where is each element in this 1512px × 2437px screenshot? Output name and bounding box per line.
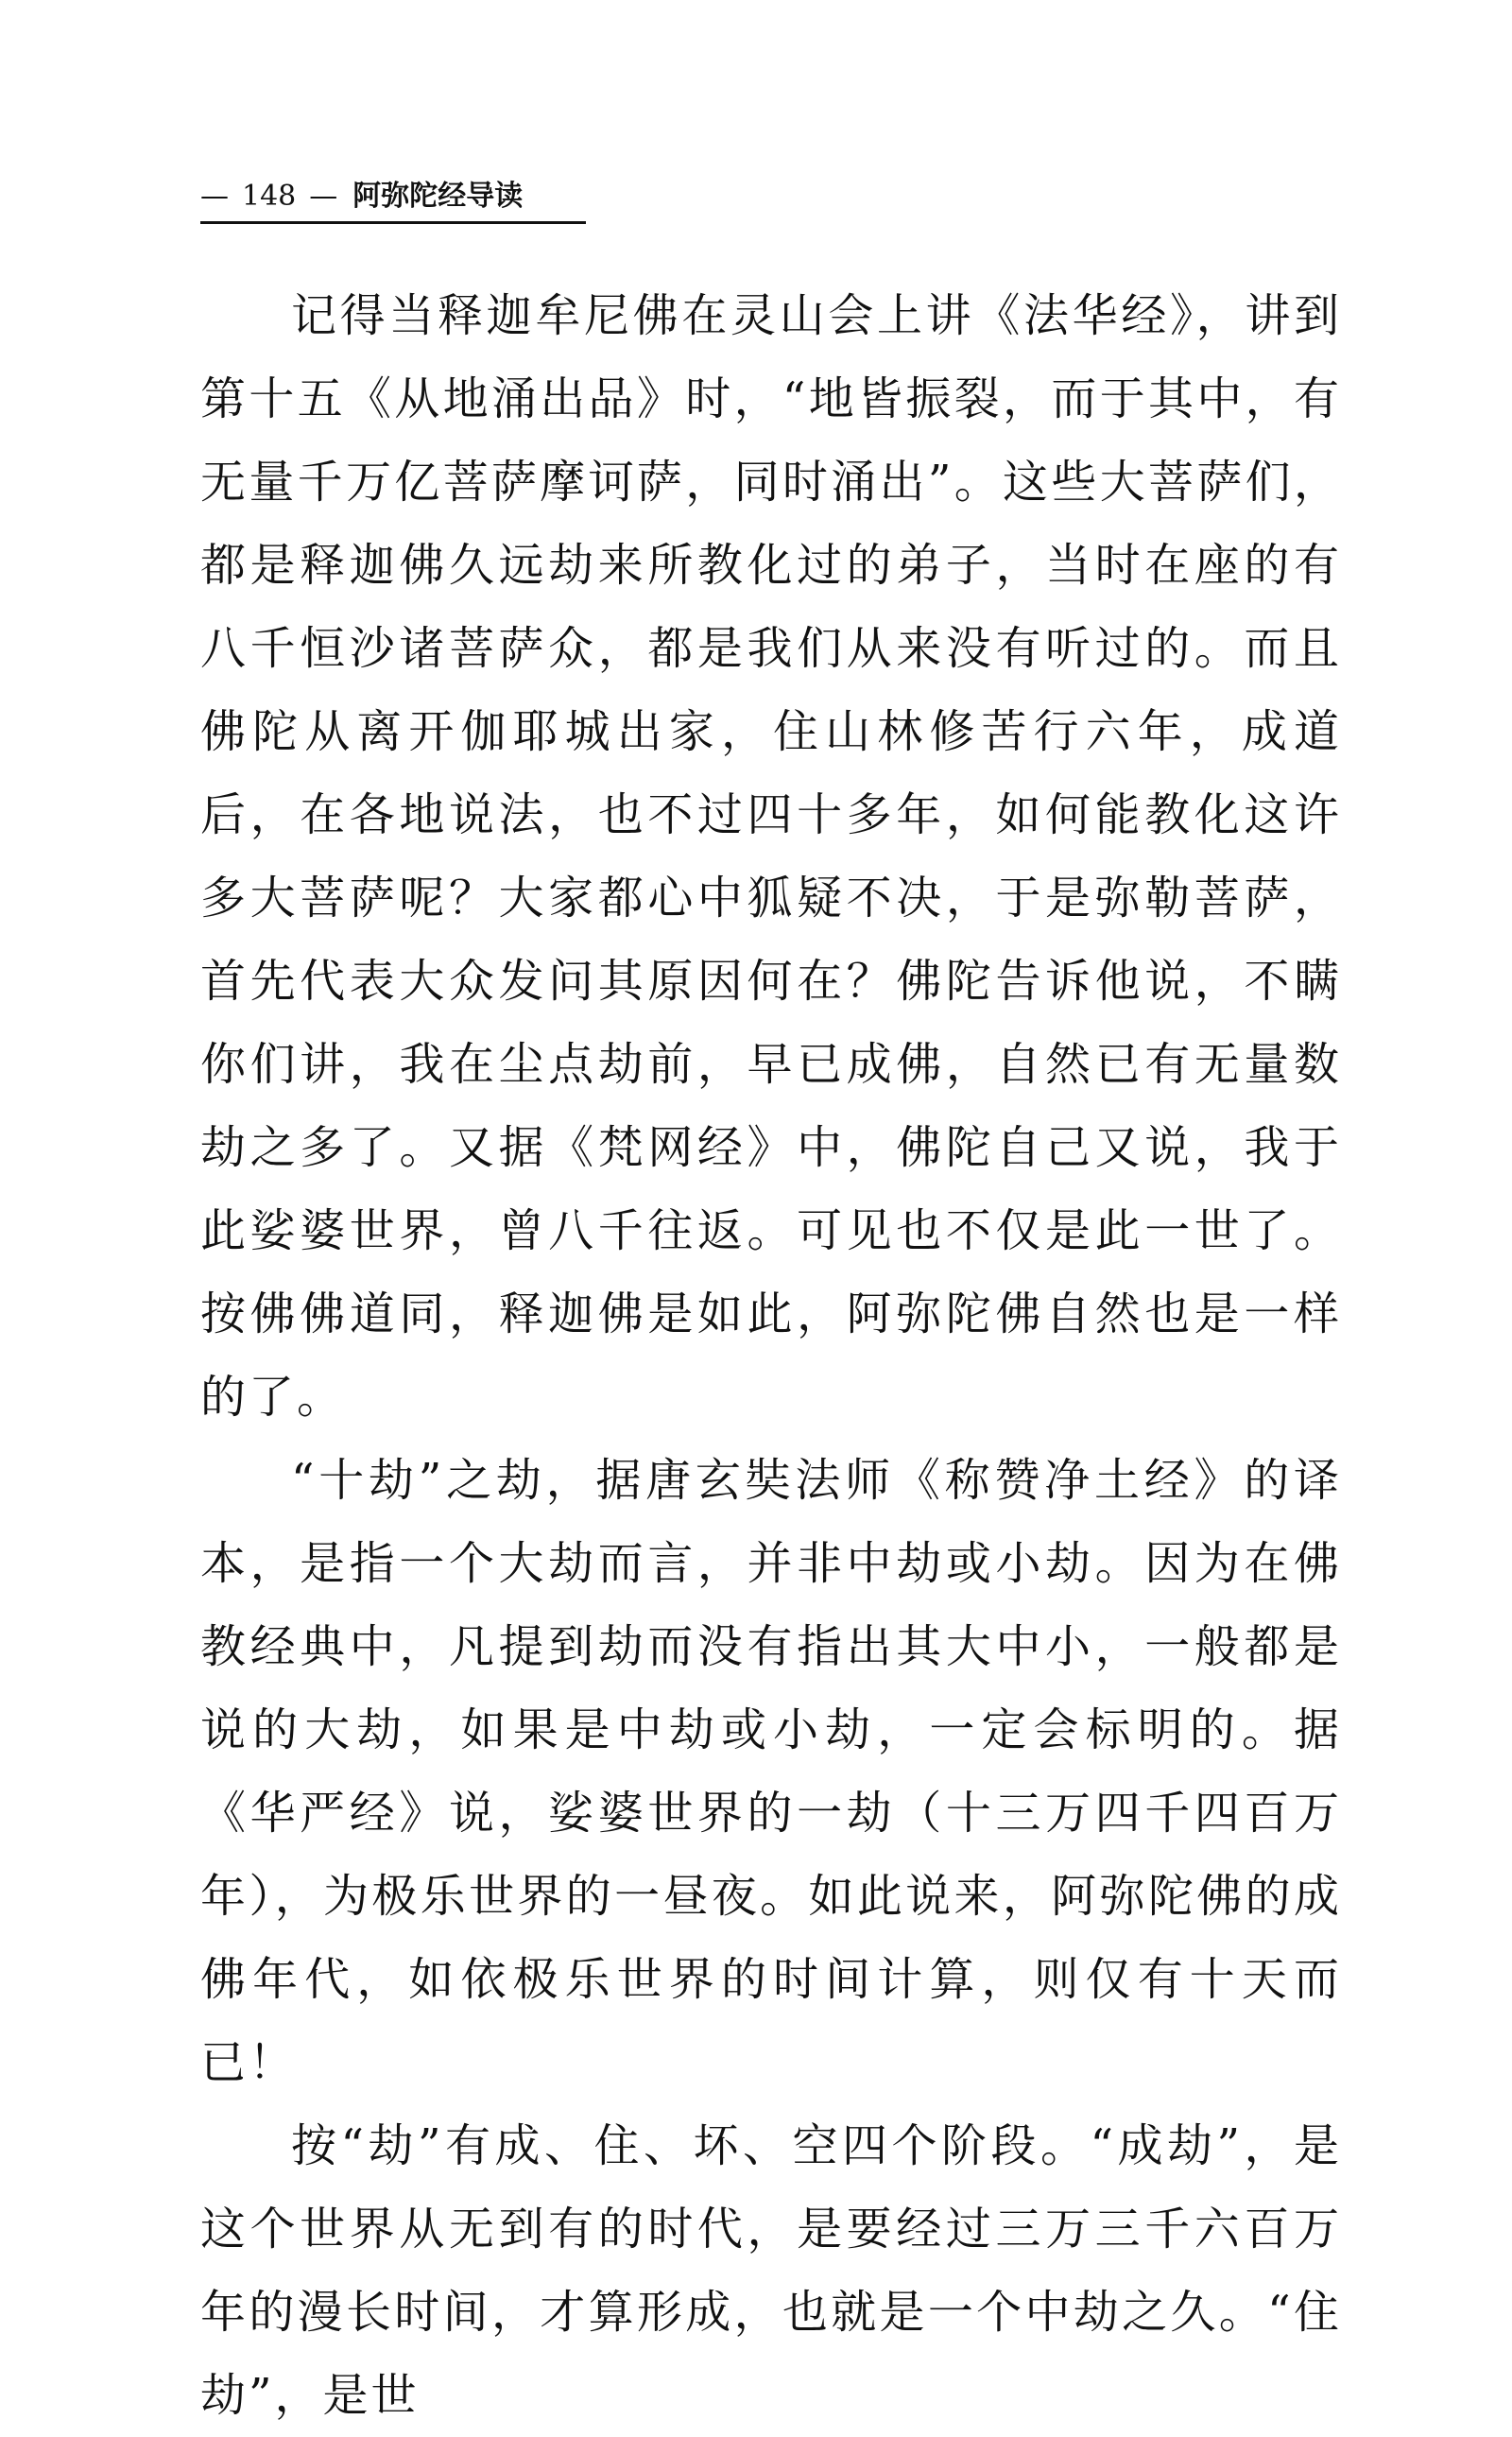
book-title: 阿弥陀经导读 — [352, 180, 524, 213]
paragraph-3: 按“劫”有成、住、坏、空四个阶段。“成劫”，是这个世界从无到有的时代，是要经过三万三千六百万年的漫长时间，才算形成，也就是一个中劫之久。“住劫”，是世 — [200, 2119, 1342, 2422]
body-text — [200, 274, 1342, 2437]
header-dash-left: — — [200, 180, 229, 213]
paragraph-1: 记得当释迦牟尼佛在灵山会上讲《法华经》，讲到第十五《从地涌出品》时，“地皆振裂，而于其中，有无量千万亿菩萨摩诃萨，同时涌出”。这些大菩萨们，都是释迦佛久远劫来所教化过的弟子，当时在座的有八千恒沙诸菩萨众，都是我们从来没有听过的。而且佛陀从离开伽耶城出家，住山林修苦行六年，成道后，在各地说法，也不过四十多年，如何能教化这许多大菩萨呢？大家都心中狐疑不决，于是弥勒菩萨，首先代表大众发问其原因何在？佛陀告诉他说，不瞒你们讲，我在尘点劫前，早已成佛，自然已有无量数劫之多了。又据《梵网经》中，佛陀自己又说，我于此娑婆世界，曾八千往返。可见也不仅是此一世了。按佛佛道同，释迦佛是如此，阿弥陀佛自然也是一样的了。 — [200, 289, 1342, 1424]
paragraph-2: “十劫”之劫，据唐玄奘法师《称赞净土经》的译本，是指一个大劫而言，并非中劫或小劫。因为在佛教经典中，凡提到劫而没有指出其大中小，一般都是说的大劫，如果是中劫或小劫，一定会标明的。据《华严经》说，娑婆世界的一劫（十三万四千四百万年），为极乐世界的一昼夜。如此说来，阿弥陀佛的成佛年代，如依极乐世界的时间计算，则仅有十天而已！ — [200, 1454, 1342, 2089]
header-underline — [200, 221, 586, 224]
header-dash-right: — — [309, 180, 338, 213]
page-number: 148 — [242, 180, 297, 213]
running-header — [200, 176, 597, 217]
